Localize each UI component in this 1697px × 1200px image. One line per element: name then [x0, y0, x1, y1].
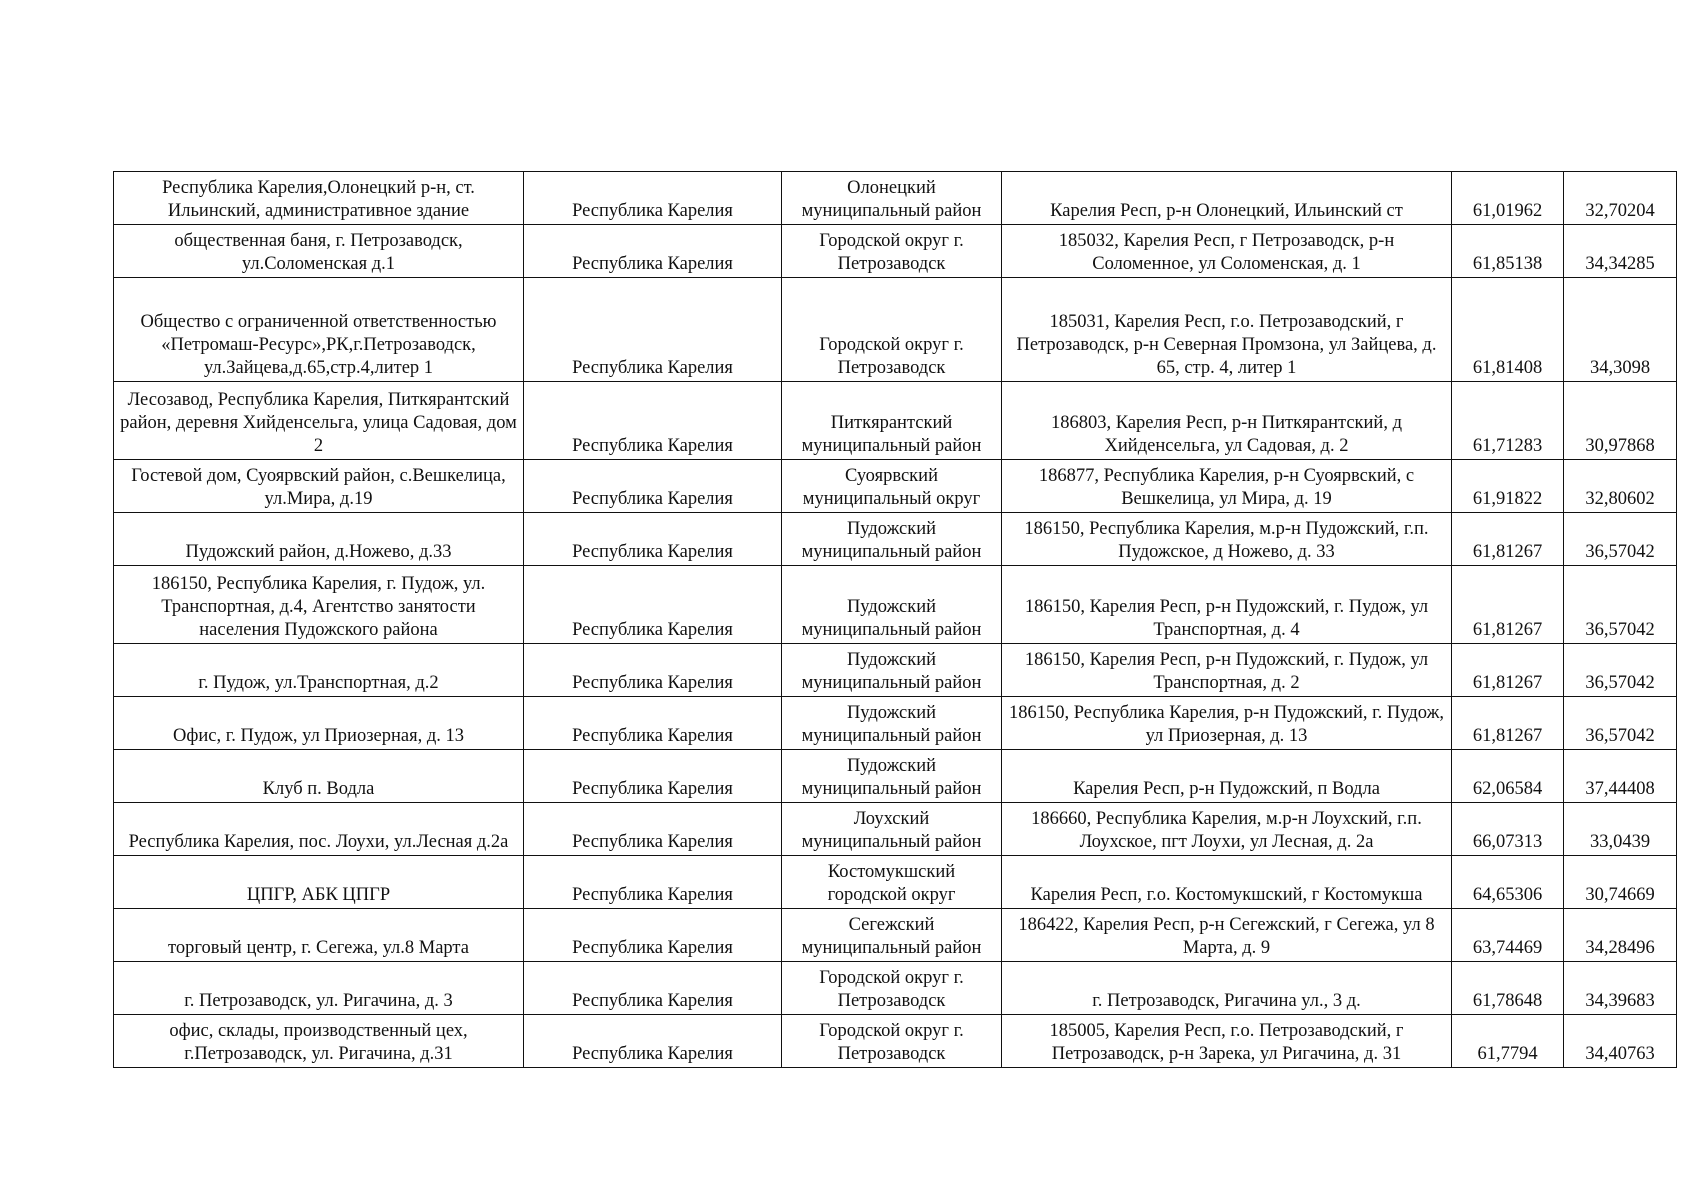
address-cell: Карелия Респ, р-н Олонецкий, Ильинский ст [1002, 172, 1452, 225]
municipality-cell: Сегежский муниципальный район [782, 909, 1002, 962]
region-cell: Республика Карелия [524, 697, 782, 750]
object-name-cell: Гостевой дом, Суоярвский район, с.Вешкелица, ул.Мира, д.19 [114, 460, 524, 513]
longitude-cell: 34,40763 [1564, 1015, 1677, 1068]
longitude-cell: 33,0439 [1564, 803, 1677, 856]
object-name-cell: Лесозавод, Республика Карелия, Питкярантский район, деревня Хийденсельга, улица Садовая, дом 2 [114, 382, 524, 460]
table-row [114, 278, 1677, 382]
latitude-cell: 61,91822 [1452, 460, 1564, 513]
municipality-cell: Городской округ г. Петрозаводск [782, 1015, 1002, 1068]
address-cell: 186422, Карелия Респ, р-н Сегежский, г Сегежа, ул 8 Марта, д. 9 [1002, 909, 1452, 962]
latitude-cell: 62,06584 [1452, 750, 1564, 803]
object-name-cell: общественная баня, г. Петрозаводск, ул.Соломенская д.1 [114, 225, 524, 278]
region-cell: Республика Карелия [524, 278, 782, 382]
object-name-cell: Офис, г. Пудож, ул Приозерная, д. 13 [114, 697, 524, 750]
table-row [114, 1015, 1677, 1068]
address-cell: 185031, Карелия Респ, г.о. Петрозаводский, г Петрозаводск, р-н Северная Промзона, ул Зайцева, д. 65, стр. 4, литер 1 [1002, 278, 1452, 382]
address-cell: 186150, Карелия Респ, р-н Пудожский, г. Пудож, ул Транспортная, д. 2 [1002, 644, 1452, 697]
table-row [114, 909, 1677, 962]
longitude-cell: 36,57042 [1564, 566, 1677, 644]
latitude-cell: 61,7794 [1452, 1015, 1564, 1068]
longitude-cell: 34,3098 [1564, 278, 1677, 382]
table-row [114, 513, 1677, 566]
municipality-cell: Городской округ г. Петрозаводск [782, 225, 1002, 278]
longitude-cell: 34,28496 [1564, 909, 1677, 962]
longitude-cell: 34,39683 [1564, 962, 1677, 1015]
object-name-cell: торговый центр, г. Сегежа, ул.8 Марта [114, 909, 524, 962]
municipality-cell: Пудожский муниципальный район [782, 513, 1002, 566]
municipality-cell: Пудожский муниципальный район [782, 697, 1002, 750]
region-cell: Республика Карелия [524, 856, 782, 909]
object-name-cell: Общество с ограниченной ответственностью «Петромаш-Ресурс»,РК,г.Петрозаводск, ул.Зайцева,д.65,стр.4,литер 1 [114, 278, 524, 382]
region-cell: Республика Карелия [524, 566, 782, 644]
address-cell: Карелия Респ, г.о. Костомукшский, г Костомукша [1002, 856, 1452, 909]
longitude-cell: 36,57042 [1564, 697, 1677, 750]
locations-table [113, 171, 1677, 1068]
table-row [114, 225, 1677, 278]
municipality-cell: Олонецкий муниципальный район [782, 172, 1002, 225]
table-body [114, 172, 1677, 1068]
object-name-cell: г. Петрозаводск, ул. Ригачина, д. 3 [114, 962, 524, 1015]
table-row [114, 856, 1677, 909]
region-cell: Республика Карелия [524, 644, 782, 697]
latitude-cell: 61,81408 [1452, 278, 1564, 382]
address-cell: г. Петрозаводск, Ригачина ул., 3 д. [1002, 962, 1452, 1015]
table-row [114, 962, 1677, 1015]
latitude-cell: 61,81267 [1452, 566, 1564, 644]
municipality-cell: Лоухский муниципальный район [782, 803, 1002, 856]
region-cell: Республика Карелия [524, 750, 782, 803]
object-name-cell: офис, склады, производственный цех, г.Петрозаводск, ул. Ригачина, д.31 [114, 1015, 524, 1068]
table-row [114, 460, 1677, 513]
latitude-cell: 61,81267 [1452, 697, 1564, 750]
municipality-cell: Пудожский муниципальный район [782, 566, 1002, 644]
latitude-cell: 61,81267 [1452, 513, 1564, 566]
object-name-cell: Республика Карелия,Олонецкий р-н, ст. Ильинский, административное здание [114, 172, 524, 225]
object-name-cell: 186150, Республика Карелия, г. Пудож, ул. Транспортная, д.4, Агентство занятости населения Пудожского района [114, 566, 524, 644]
address-cell: 186803, Карелия Респ, р-н Питкярантский, д Хийденсельга, ул Садовая, д. 2 [1002, 382, 1452, 460]
municipality-cell: Городской округ г. Петрозаводск [782, 278, 1002, 382]
municipality-cell: Суоярвский муниципальный округ [782, 460, 1002, 513]
municipality-cell: Пудожский муниципальный район [782, 644, 1002, 697]
table-row [114, 803, 1677, 856]
object-name-cell: ЦПГР, АБК ЦПГР [114, 856, 524, 909]
longitude-cell: 34,34285 [1564, 225, 1677, 278]
region-cell: Республика Карелия [524, 172, 782, 225]
longitude-cell: 30,74669 [1564, 856, 1677, 909]
region-cell: Республика Карелия [524, 225, 782, 278]
latitude-cell: 61,85138 [1452, 225, 1564, 278]
table-row [114, 566, 1677, 644]
latitude-cell: 61,81267 [1452, 644, 1564, 697]
latitude-cell: 63,74469 [1452, 909, 1564, 962]
latitude-cell: 61,78648 [1452, 962, 1564, 1015]
address-cell: 186877, Республика Карелия, р-н Суоярвский, с Вешкелица, ул Мира, д. 19 [1002, 460, 1452, 513]
municipality-cell: Костомукшский городской округ [782, 856, 1002, 909]
longitude-cell: 30,97868 [1564, 382, 1677, 460]
object-name-cell: Пудожский район, д.Ножево, д.33 [114, 513, 524, 566]
address-cell: 185005, Карелия Респ, г.о. Петрозаводский, г Петрозаводск, р-н Зарека, ул Ригачина, д. 31 [1002, 1015, 1452, 1068]
latitude-cell: 61,01962 [1452, 172, 1564, 225]
object-name-cell: Республика Карелия, пос. Лоухи, ул.Лесная д.2а [114, 803, 524, 856]
region-cell: Республика Карелия [524, 1015, 782, 1068]
table-row [114, 750, 1677, 803]
address-cell: 185032, Карелия Респ, г Петрозаводск, р-н Соломенное, ул Соломенская, д. 1 [1002, 225, 1452, 278]
municipality-cell: Городской округ г. Петрозаводск [782, 962, 1002, 1015]
region-cell: Республика Карелия [524, 460, 782, 513]
municipality-cell: Пудожский муниципальный район [782, 750, 1002, 803]
address-cell: 186150, Республика Карелия, м.р-н Пудожский, г.п. Пудожское, д Ножево, д. 33 [1002, 513, 1452, 566]
table-row [114, 697, 1677, 750]
table-row [114, 382, 1677, 460]
latitude-cell: 61,71283 [1452, 382, 1564, 460]
longitude-cell: 36,57042 [1564, 513, 1677, 566]
address-cell: 186660, Республика Карелия, м.р-н Лоухский, г.п. Лоухское, пгт Лоухи, ул Лесная, д. 2а [1002, 803, 1452, 856]
longitude-cell: 32,80602 [1564, 460, 1677, 513]
region-cell: Республика Карелия [524, 803, 782, 856]
longitude-cell: 32,70204 [1564, 172, 1677, 225]
region-cell: Республика Карелия [524, 909, 782, 962]
object-name-cell: г. Пудож, ул.Транспортная, д.2 [114, 644, 524, 697]
object-name-cell: Клуб п. Водла [114, 750, 524, 803]
latitude-cell: 64,65306 [1452, 856, 1564, 909]
table-row [114, 172, 1677, 225]
region-cell: Республика Карелия [524, 382, 782, 460]
address-cell: 186150, Республика Карелия, р-н Пудожский, г. Пудож, ул Приозерная, д. 13 [1002, 697, 1452, 750]
table-row [114, 644, 1677, 697]
longitude-cell: 37,44408 [1564, 750, 1677, 803]
longitude-cell: 36,57042 [1564, 644, 1677, 697]
address-cell: Карелия Респ, р-н Пудожский, п Водла [1002, 750, 1452, 803]
latitude-cell: 66,07313 [1452, 803, 1564, 856]
address-cell: 186150, Карелия Респ, р-н Пудожский, г. Пудож, ул Транспортная, д. 4 [1002, 566, 1452, 644]
region-cell: Республика Карелия [524, 962, 782, 1015]
region-cell: Республика Карелия [524, 513, 782, 566]
municipality-cell: Питкярантский муниципальный район [782, 382, 1002, 460]
